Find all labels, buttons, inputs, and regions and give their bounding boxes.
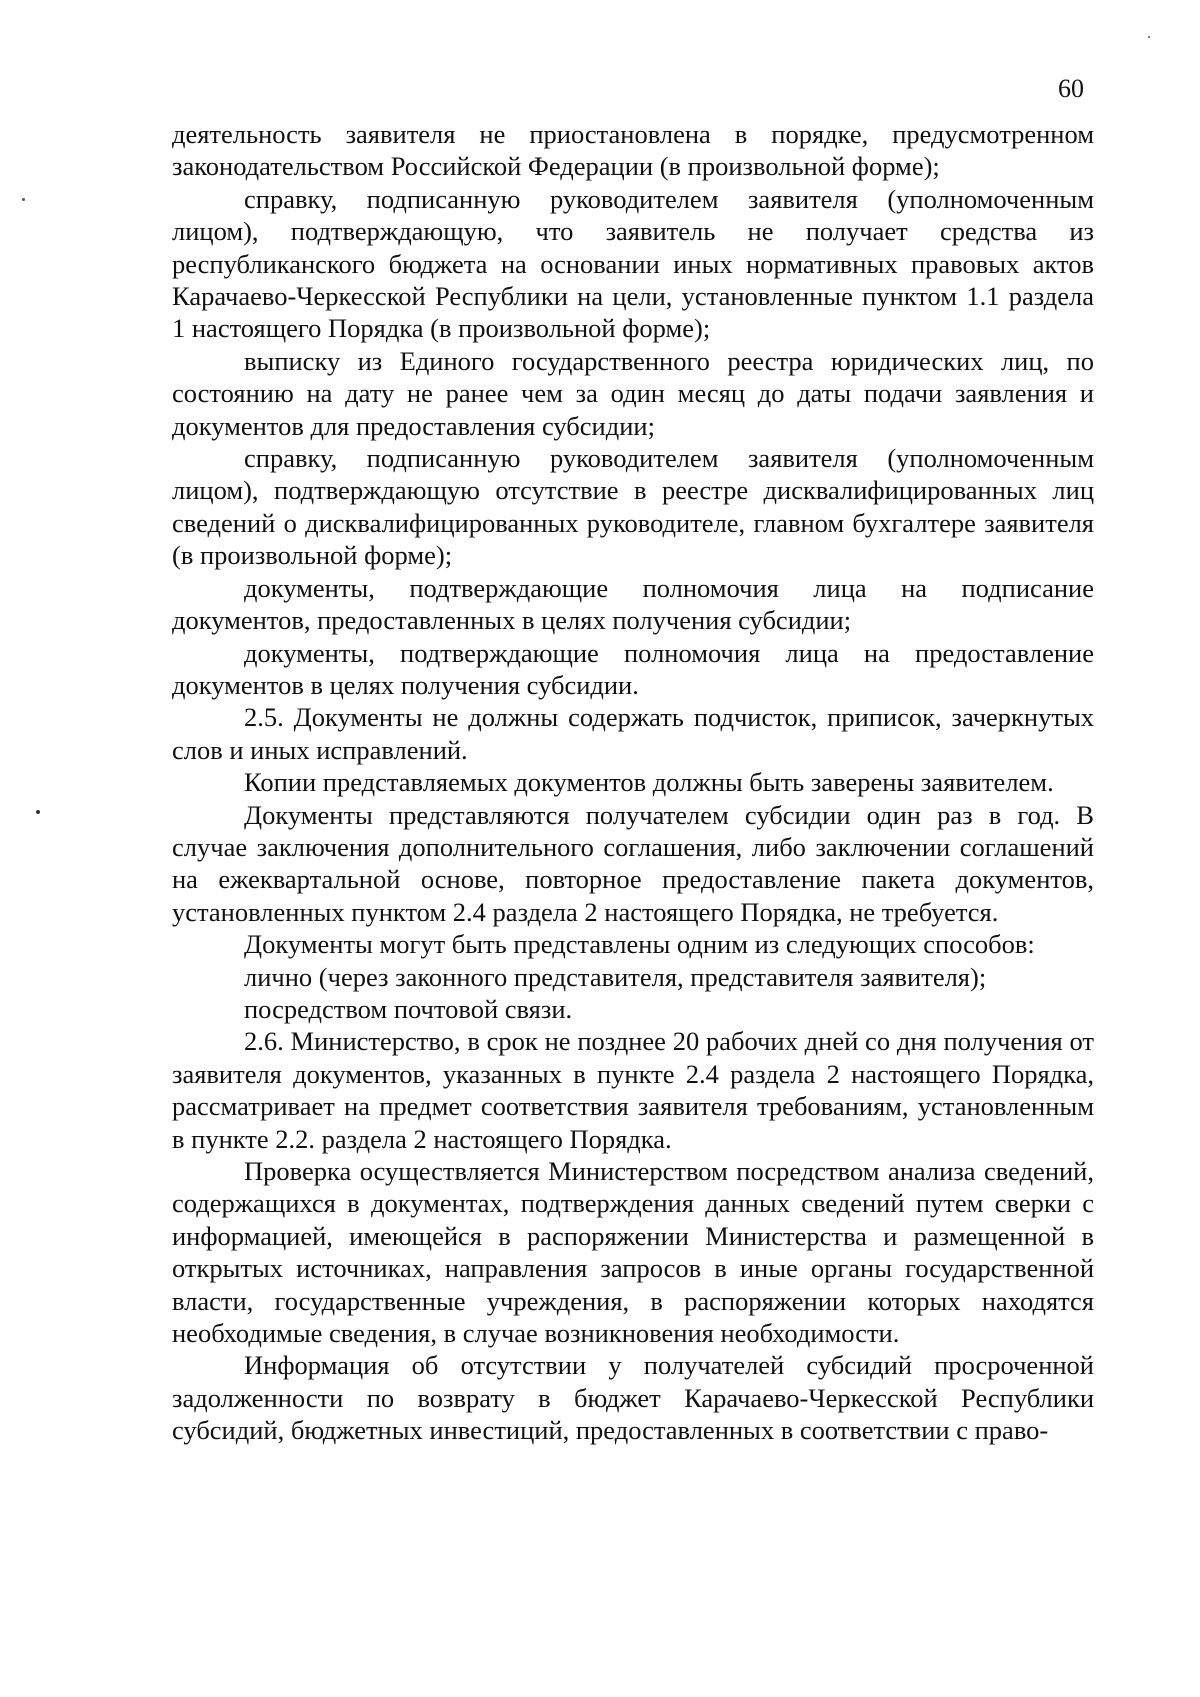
paragraph-14: Проверка осуществляется Министерством посредством анализа сведений, содержащихся в документах, подтверждения данных сведений путем сверки с информацией, имеющейся в распоряжении Министерства и размещенной в открытых источниках, направления запросов в иные органы государственной власти, государственные учреждения, в распоряжении которых находятся необходимые сведения, в случае возникновения необходимости.: [172, 1156, 1094, 1349]
scan-speck: [1148, 36, 1150, 38]
paragraph-12: посредством почтовой связи.: [244, 993, 573, 1024]
document-body: [172, 118, 1094, 1447]
paragraph-1: деятельность заявителя не приостановлена в порядке, предусмотренном законодательством Российской Федерации (в произвольной форме);: [172, 119, 1094, 182]
paragraph-8: Копии представляемых документов должны быть заверены заявителем.: [244, 767, 1054, 798]
page-number: 60: [1058, 74, 1084, 103]
paragraph-6: документы, подтверждающие полномочия лица на предоставление документов в целях получения субсидии.: [172, 637, 1094, 700]
paragraph-7: 2.5. Документы не должны содержать подчисток, приписок, зачеркнутых слов и иных исправлений.: [172, 702, 1094, 765]
paragraph-11: лично (через законного представителя, представителя заявителя);: [244, 961, 987, 992]
paragraph-10: Документы могут быть представлены одним из следующих способов:: [244, 929, 1035, 960]
paragraph-3: выписку из Единого государственного реестра юридических лиц, по состоянию на дату не ранее чем за один месяц до даты подачи заявления и документов для предоставления субсидии;: [172, 345, 1094, 441]
paragraph-9: Документы представляются получателем субсидии один раз в год. В случае заключения дополнительного соглашения, либо заключении соглашений на ежеквартальной основе, повторное предоставление пакета документов, установленных пунктом 2.4 раздела 2 настоящего Порядка, не требуется.: [172, 799, 1094, 927]
paragraph-13: 2.6. Министерство, в срок не позднее 20 рабочих дней со дня получения от заявителя документов, указанных в пункте 2.4 раздела 2 настоящего Порядка, рассматривает на предмет соответствия заявителя требованиям, установленным в пункте 2.2. раздела 2 настоящего Порядка.: [172, 1026, 1094, 1154]
scan-speck: [22, 198, 25, 201]
paragraph-2: справку, подписанную руководителем заявителя (уполномоченным лицом), подтверждающую, что заявитель не получает средства из республиканского бюджета на основании иных нормативных правовых актов Карачаево-Черкесской Республики на цели, установленные пунктом 1.1 раздела 1 настоящего Порядка (в произвольной форме);: [172, 183, 1094, 344]
paragraph-4: справку, подписанную руководителем заявителя (уполномоченным лицом), подтверждающую отсутствие в реестре дисквалифицированных лиц сведений о дисквалифицированных руководителе, главном бухгалтере заявителя (в произвольной форме);: [172, 443, 1094, 571]
paragraph-15: Информация об отсутствии у получателей субсидий просроченной задолженности по возврату в бюджет Карачаево-Черкесской Республики субсидий, бюджетных инвестиций, предоставленных в соответствии с право-: [172, 1350, 1094, 1446]
paragraph-5: документы, подтверждающие полномочия лица на подписание документов, предоставленных в целях получения субсидии;: [172, 572, 1094, 636]
scan-speck: [36, 810, 40, 814]
